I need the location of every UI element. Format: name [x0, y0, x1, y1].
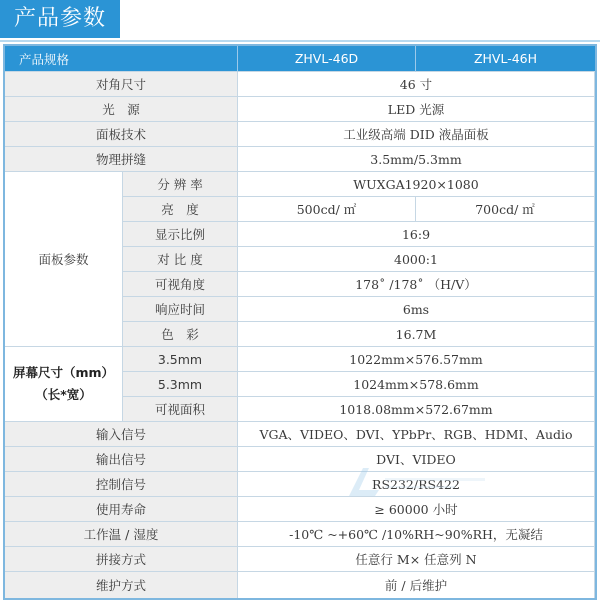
row-label-viewing-angle: 可视角度 [123, 272, 238, 297]
header-model-b: ZHVL-46H [416, 46, 595, 72]
row-label-splicing: 拼接方式 [5, 547, 238, 572]
row-label-panel-tech: 面板技术 [5, 122, 238, 147]
row-label-diagonal: 对角尺寸 [5, 72, 238, 97]
header-spec-label: 产品规格 [5, 46, 238, 72]
row-label-brightness: 亮 度 [123, 197, 238, 222]
row-value-light-source: LED 光源 [238, 97, 595, 122]
row-label-resolution: 分 辨 率 [123, 172, 238, 197]
spec-table [3, 44, 597, 600]
row-label-temp-humidity: 工作温 / 湿度 [5, 522, 238, 547]
row-value-size-35: 1022mm×576.57mm [238, 347, 595, 372]
row-value-lifespan: ≥ 60000 小时 [238, 497, 595, 522]
row-value-size-53: 1024mm×578.6mm [238, 372, 595, 397]
row-label-response-time: 响应时间 [123, 297, 238, 322]
row-value-diagonal: 46 寸 [238, 72, 595, 97]
row-label-visible-area: 可视面积 [123, 397, 238, 422]
row-label-contrast: 对 比 度 [123, 247, 238, 272]
row-value-visible-area: 1018.08mm×572.67mm [238, 397, 595, 422]
row-label-size-53: 5.3mm [123, 372, 238, 397]
row-label-size-35: 3.5mm [123, 347, 238, 372]
row-value-temp-humidity: -10℃ ~+60℃ /10%RH~90%RH，无凝结 [238, 522, 595, 547]
row-value-control-signal: RS232/RS422 [238, 472, 595, 497]
page-header [0, 0, 600, 42]
row-value-bezel: 3.5mm/5.3mm [238, 147, 595, 172]
page-title: 产品参数 [0, 0, 120, 38]
row-value-brightness-b: 700cd/ ㎡ [416, 197, 595, 222]
row-value-output-signal: DVI、VIDEO [238, 447, 595, 472]
group-label-panel-params: 面板参数 [5, 172, 123, 347]
group-label-screen-size [5, 347, 123, 422]
row-value-panel-tech: 工业级高端 DID 液晶面板 [238, 122, 595, 147]
row-label-aspect-ratio: 显示比例 [123, 222, 238, 247]
row-label-input-signal: 输入信号 [5, 422, 238, 447]
header-model-a: ZHVL-46D [238, 46, 416, 72]
row-value-viewing-angle: 178˚ /178˚ （H/V） [238, 272, 595, 297]
row-label-colors: 色 彩 [123, 322, 238, 347]
row-label-light-source: 光 源 [5, 97, 238, 122]
row-value-aspect-ratio: 16:9 [238, 222, 595, 247]
row-label-control-signal: 控制信号 [5, 472, 238, 497]
row-value-colors: 16.7M [238, 322, 595, 347]
row-label-lifespan: 使用寿命 [5, 497, 238, 522]
row-value-response-time: 6ms [238, 297, 595, 322]
row-value-maintenance: 前 / 后维护 [238, 572, 595, 598]
row-label-maintenance: 维护方式 [5, 572, 238, 598]
row-value-input-signal: VGA、VIDEO、DVI、YPbPr、RGB、HDMI、Audio [238, 422, 595, 447]
row-value-splicing: 任意行 M× 任意列 N [238, 547, 595, 572]
screen-size-label-line2: （长*宽） [35, 387, 92, 402]
row-label-output-signal: 输出信号 [5, 447, 238, 472]
row-value-contrast: 4000:1 [238, 247, 595, 272]
row-value-resolution: WUXGA1920×1080 [238, 172, 595, 197]
row-value-brightness-a: 500cd/ ㎡ [238, 197, 416, 222]
screen-size-label-line1: 屏幕尺寸（mm） [12, 365, 115, 380]
row-label-bezel: 物理拼缝 [5, 147, 238, 172]
